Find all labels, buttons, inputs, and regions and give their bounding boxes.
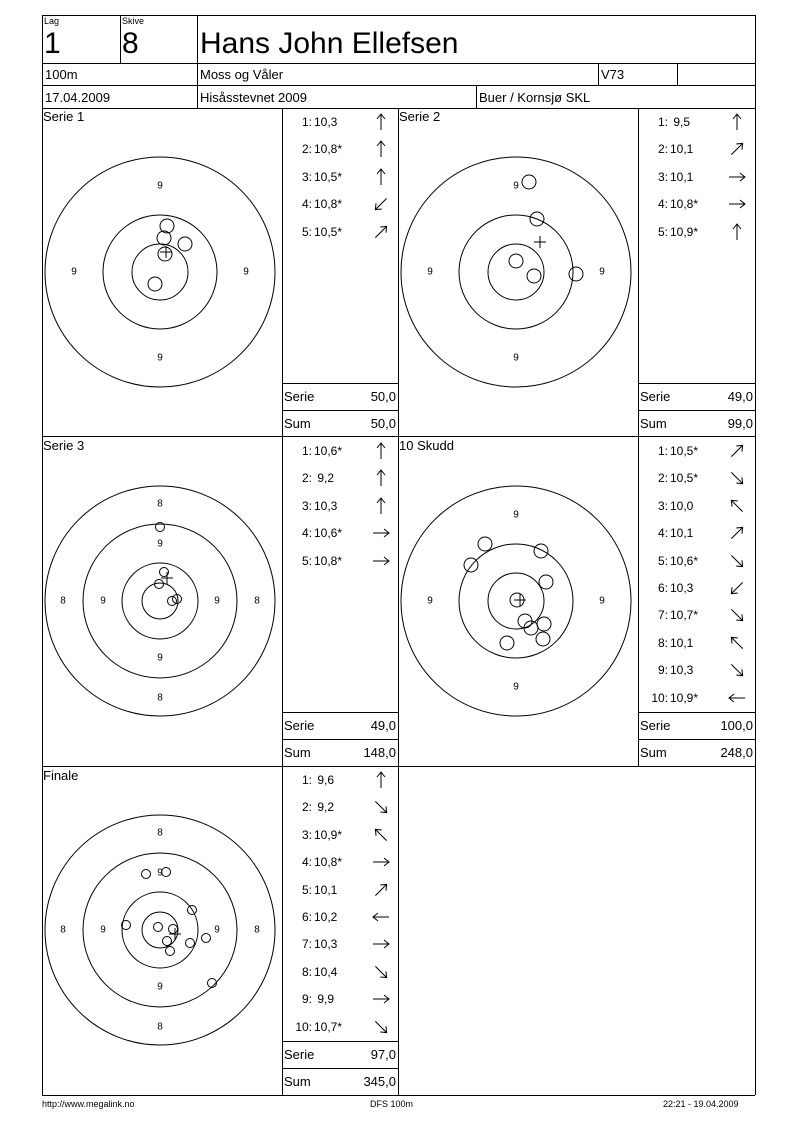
shot-value: 10,9* bbox=[314, 827, 343, 842]
serie-value: 97,0 bbox=[370, 1047, 396, 1062]
date: 17.04.2009 bbox=[45, 90, 111, 105]
shot-number: 3: bbox=[301, 498, 312, 513]
serie-value: 100,0 bbox=[720, 718, 753, 733]
shot-number: 8: bbox=[301, 964, 312, 979]
direction-arrow-icon bbox=[725, 468, 749, 488]
shot-value: 10,8* bbox=[314, 855, 343, 870]
ring-label: 9 bbox=[599, 266, 605, 278]
shot-hole bbox=[202, 934, 211, 943]
direction-arrow-icon bbox=[725, 523, 749, 543]
shot-hole bbox=[464, 558, 478, 572]
shot-value: 10,4 bbox=[314, 964, 338, 979]
shot-hole bbox=[522, 175, 536, 189]
direction-arrow-icon bbox=[369, 167, 393, 187]
lag-value: 1 bbox=[44, 27, 61, 60]
panel-title-serie-2: Serie 2 bbox=[399, 109, 441, 124]
serie-value: 50,0 bbox=[370, 389, 396, 404]
ring-9 bbox=[459, 215, 573, 329]
direction-arrow-icon bbox=[369, 496, 393, 516]
direction-arrow-icon bbox=[725, 688, 749, 708]
shot-number: 2: bbox=[657, 142, 668, 157]
sum-label: Sum bbox=[284, 416, 311, 431]
shot-hole bbox=[478, 537, 492, 551]
class: V73 bbox=[601, 67, 625, 82]
shot-value: 10,5* bbox=[314, 224, 343, 239]
shot-number: 5: bbox=[301, 882, 312, 897]
direction-arrow-icon bbox=[369, 194, 393, 214]
direction-arrow-icon bbox=[725, 605, 749, 625]
shot-number: 2: bbox=[301, 471, 312, 486]
sum-value: 248,0 bbox=[720, 745, 753, 760]
club: Moss og Våler bbox=[200, 67, 284, 82]
shot-hole bbox=[534, 544, 548, 558]
shot-value: 10,7* bbox=[314, 1019, 343, 1034]
shot-hole bbox=[168, 597, 177, 606]
shot-number: 3: bbox=[301, 827, 312, 842]
outer-ring bbox=[45, 486, 275, 716]
shot-number: 4: bbox=[301, 855, 312, 870]
ring-label: 9 bbox=[513, 180, 519, 192]
ring-10 bbox=[488, 573, 544, 629]
shot-number: 5: bbox=[301, 224, 312, 239]
shot-number: 4: bbox=[301, 526, 312, 541]
direction-arrow-icon bbox=[369, 852, 393, 872]
shot-value: 9,9 bbox=[314, 992, 335, 1007]
ring-9 bbox=[459, 544, 573, 658]
direction-arrow-icon bbox=[369, 441, 393, 461]
shot-value: 10,1 bbox=[670, 635, 694, 650]
outer-ring bbox=[45, 815, 275, 1045]
shot-value: 10,0 bbox=[670, 498, 694, 513]
ring-label: 9 bbox=[427, 595, 433, 607]
shot-value: 10,5* bbox=[670, 471, 699, 486]
shot-number: 3: bbox=[301, 169, 312, 184]
shot-hole bbox=[186, 939, 195, 948]
ring-label: 9 bbox=[71, 266, 77, 278]
direction-arrow-icon bbox=[369, 523, 393, 543]
shot-hole bbox=[169, 925, 178, 934]
shot-value: 10,5* bbox=[314, 169, 343, 184]
direction-arrow-icon bbox=[369, 797, 393, 817]
direction-arrow-icon bbox=[369, 989, 393, 1009]
serie-value: 49,0 bbox=[727, 389, 753, 404]
shot-value: 10,7* bbox=[670, 608, 699, 623]
ring-label: 9 bbox=[513, 352, 519, 364]
shot-hole bbox=[500, 636, 514, 650]
sum-value: 50,0 bbox=[370, 416, 396, 431]
direction-arrow-icon bbox=[369, 770, 393, 790]
sum-value: 345,0 bbox=[363, 1074, 396, 1089]
shot-hole bbox=[527, 269, 541, 283]
direction-arrow-icon bbox=[369, 934, 393, 954]
direction-arrow-icon bbox=[725, 167, 749, 187]
shot-value: 10,8* bbox=[670, 197, 699, 212]
shot-value: 10,9* bbox=[670, 224, 699, 239]
ring-label: 8 bbox=[254, 595, 260, 607]
event-name: Hisåsstevnet 2009 bbox=[200, 90, 307, 105]
direction-arrow-icon bbox=[725, 441, 749, 461]
direction-arrow-icon bbox=[369, 222, 393, 242]
ring-label: 9 bbox=[513, 681, 519, 693]
shot-number: 3: bbox=[657, 498, 668, 513]
shot-value: 10,3 bbox=[670, 581, 694, 595]
ring-label: 8 bbox=[60, 595, 66, 607]
direction-arrow-icon bbox=[369, 468, 393, 488]
ring-label: 9 bbox=[100, 595, 106, 607]
direction-arrow-icon bbox=[725, 139, 749, 159]
direction-arrow-icon bbox=[725, 194, 749, 214]
ring-10 bbox=[488, 244, 544, 300]
shot-hole bbox=[122, 921, 131, 930]
shot-number: 2: bbox=[657, 471, 668, 486]
shot-number: 1: bbox=[657, 444, 668, 458]
shot-number: 2: bbox=[301, 142, 312, 157]
shot-hole bbox=[155, 580, 164, 589]
sum-label: Sum bbox=[284, 1074, 311, 1089]
ring-label: 8 bbox=[60, 924, 66, 936]
ring-label: 9 bbox=[599, 595, 605, 607]
ring-label: 8 bbox=[254, 924, 260, 936]
ring-label: 9 bbox=[157, 180, 163, 192]
shot-number: 3: bbox=[657, 169, 668, 184]
shot-value: 10,1 bbox=[670, 142, 694, 157]
ring-label: 9 bbox=[157, 652, 163, 664]
skive-label: Skive bbox=[122, 16, 145, 26]
serie-value: 49,0 bbox=[370, 718, 396, 733]
ring-label: 8 bbox=[157, 498, 163, 510]
panel-title-10-skudd: 10 Skudd bbox=[399, 438, 454, 453]
target-serie-3 bbox=[42, 485, 282, 717]
ring-label: 9 bbox=[157, 538, 163, 550]
shot-hole bbox=[154, 923, 163, 932]
sum-value: 148,0 bbox=[363, 745, 396, 760]
shot-hole bbox=[537, 617, 551, 631]
shot-value: 10,3 bbox=[670, 663, 694, 678]
direction-arrow-icon bbox=[725, 578, 749, 598]
shot-number: 5: bbox=[657, 553, 668, 568]
shot-value: 10,2 bbox=[314, 910, 338, 924]
shot-number: 7: bbox=[301, 937, 312, 952]
sum-value: 99,0 bbox=[727, 416, 753, 431]
skive-value: 8 bbox=[122, 27, 139, 60]
shot-value: 10,3 bbox=[314, 115, 338, 129]
footer-center: DFS 100m bbox=[370, 1099, 414, 1109]
shot-hole bbox=[157, 231, 171, 245]
direction-arrow-icon bbox=[369, 112, 393, 132]
ring-label: 8 bbox=[157, 1021, 163, 1033]
direction-arrow-icon bbox=[725, 551, 749, 571]
direction-arrow-icon bbox=[369, 551, 393, 571]
shot-value: 10,6* bbox=[314, 526, 343, 541]
target-10-skudd bbox=[398, 485, 638, 717]
shot-value: 10,1 bbox=[314, 882, 338, 897]
shot-number: 10: bbox=[295, 1019, 312, 1034]
shot-number: 6: bbox=[657, 581, 668, 595]
shot-number: 1: bbox=[301, 773, 312, 787]
shot-value: 10,1 bbox=[670, 526, 694, 541]
shot-number: 1: bbox=[301, 444, 312, 458]
target-serie-1 bbox=[42, 156, 282, 388]
venue: Buer / Kornsjø SKL bbox=[479, 90, 591, 105]
shot-value: 9,2 bbox=[314, 471, 335, 486]
serie-label: Serie bbox=[640, 389, 671, 404]
shot-hole bbox=[569, 267, 583, 281]
shot-number: 5: bbox=[657, 224, 668, 239]
target-serie-2 bbox=[398, 156, 638, 388]
ring-label: 9 bbox=[157, 867, 163, 879]
lag-label: Lag bbox=[44, 16, 60, 26]
direction-arrow-icon bbox=[725, 112, 749, 132]
shot-value: 10,6* bbox=[314, 444, 343, 458]
panel-title-finale: Finale bbox=[43, 768, 79, 783]
ring-label: 9 bbox=[100, 924, 106, 936]
shot-value: 10,3 bbox=[314, 937, 338, 952]
shot-value: 9,6 bbox=[314, 773, 335, 787]
sum-label: Sum bbox=[284, 745, 311, 760]
direction-arrow-icon bbox=[369, 1017, 393, 1037]
shot-number: 7: bbox=[657, 608, 668, 623]
footer-url: http://www.megalink.no bbox=[42, 1099, 135, 1109]
shot-hole bbox=[166, 947, 175, 956]
footer-timestamp: 22:21 - 19.04.2009 bbox=[663, 1099, 739, 1109]
ring-label: 9 bbox=[427, 266, 433, 278]
direction-arrow-icon bbox=[369, 907, 393, 927]
direction-arrow-icon bbox=[369, 962, 393, 982]
shot-number: 2: bbox=[301, 800, 312, 815]
serie-label: Serie bbox=[284, 389, 315, 404]
direction-arrow-icon bbox=[725, 633, 749, 653]
direction-arrow-icon bbox=[369, 825, 393, 845]
shot-value: 10,8* bbox=[314, 197, 343, 212]
shot-number: 6: bbox=[301, 910, 312, 924]
shot-number: 1: bbox=[301, 115, 312, 129]
center-cross-icon bbox=[534, 236, 546, 248]
shot-number: 4: bbox=[657, 526, 668, 541]
ring-label: 9 bbox=[157, 352, 163, 364]
shot-value: 10,8* bbox=[314, 142, 343, 157]
shot-value: 10,5* bbox=[670, 444, 699, 458]
shot-hole bbox=[162, 868, 171, 877]
direction-arrow-icon bbox=[725, 496, 749, 516]
center-cross-icon bbox=[514, 594, 526, 606]
panel-title-serie-1: Serie 1 bbox=[43, 109, 85, 124]
shooter-name: Hans John Ellefsen bbox=[200, 27, 459, 60]
shot-value: 10,8* bbox=[314, 553, 343, 568]
shot-number: 9: bbox=[301, 992, 312, 1007]
shot-hole bbox=[178, 237, 192, 251]
shot-value: 9,2 bbox=[314, 800, 335, 815]
shot-hole bbox=[142, 870, 151, 879]
ring-label: 9 bbox=[214, 924, 220, 936]
direction-arrow-icon bbox=[725, 660, 749, 680]
direction-arrow-icon bbox=[369, 139, 393, 159]
shot-value: 9,5 bbox=[670, 115, 691, 129]
ring-label: 8 bbox=[157, 692, 163, 704]
shot-hole bbox=[536, 632, 550, 646]
shot-hole bbox=[158, 247, 172, 261]
serie-label: Serie bbox=[284, 1047, 315, 1062]
ring-label: 9 bbox=[513, 509, 519, 521]
shot-hole bbox=[163, 937, 172, 946]
shot-number: 1: bbox=[657, 115, 668, 129]
shot-hole bbox=[539, 575, 553, 589]
ring-label: 9 bbox=[214, 595, 220, 607]
shot-value: 10,9* bbox=[670, 690, 699, 705]
serie-label: Serie bbox=[284, 718, 315, 733]
sum-label: Sum bbox=[640, 416, 667, 431]
sum-label: Sum bbox=[640, 745, 667, 760]
direction-arrow-icon bbox=[725, 222, 749, 242]
shot-value: 10,6* bbox=[670, 553, 699, 568]
shot-number: 10: bbox=[651, 690, 668, 705]
shot-hole bbox=[509, 254, 523, 268]
shot-number: 4: bbox=[301, 197, 312, 212]
shot-number: 5: bbox=[301, 553, 312, 568]
shot-number: 4: bbox=[657, 197, 668, 212]
direction-arrow-icon bbox=[369, 880, 393, 900]
ring-label: 8 bbox=[157, 827, 163, 839]
target-finale bbox=[42, 814, 282, 1046]
ring-10 bbox=[142, 912, 178, 948]
panel-title-serie-3: Serie 3 bbox=[43, 438, 85, 453]
ring-label: 9 bbox=[243, 266, 249, 278]
ring-9 bbox=[122, 892, 198, 968]
shot-number: 9: bbox=[657, 663, 668, 678]
shot-value: 10,1 bbox=[670, 169, 694, 184]
shot-hole bbox=[148, 277, 162, 291]
shot-value: 10,3 bbox=[314, 498, 338, 513]
ring-label: 9 bbox=[157, 981, 163, 993]
distance: 100m bbox=[45, 67, 78, 82]
serie-label: Serie bbox=[640, 718, 671, 733]
shot-number: 8: bbox=[657, 635, 668, 650]
